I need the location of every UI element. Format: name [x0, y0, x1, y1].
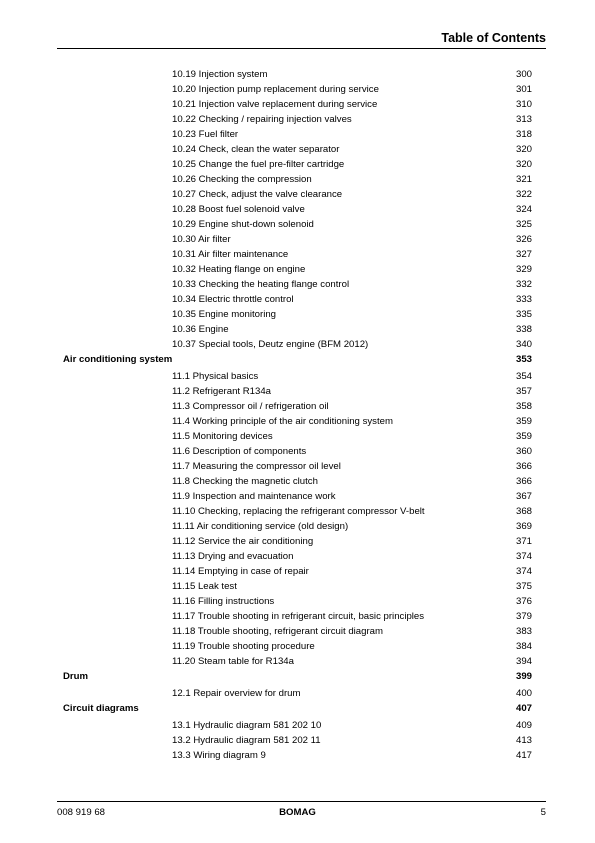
toc-page-number: 300	[515, 69, 532, 80]
toc-entry-title: 10.36 Engine	[172, 324, 229, 335]
toc-entry[interactable]	[0, 414, 595, 429]
toc-entry[interactable]	[0, 217, 595, 232]
toc-page-number: 357	[515, 386, 532, 397]
toc-entry-title: 11.3 Compressor oil / refrigeration oil	[172, 401, 329, 412]
toc-page-number: 324	[515, 204, 532, 215]
toc-entry-title: 13.1 Hydraulic diagram 581 202 10	[172, 720, 322, 731]
toc-entry-title: 11.2 Refrigerant R134a	[172, 386, 272, 397]
toc-entry-title: 10.28 Boost fuel solenoid valve	[172, 204, 305, 215]
toc-page-number: 335	[515, 309, 532, 320]
toc-page-number: 327	[515, 249, 532, 260]
toc-page-number: 417	[515, 750, 532, 761]
toc-entry[interactable]	[0, 337, 595, 352]
toc-entry[interactable]	[0, 639, 595, 654]
toc-entry[interactable]	[0, 112, 595, 127]
toc-entry-title: 11.9 Inspection and maintenance work	[172, 491, 336, 502]
toc-chapter-entry[interactable]	[0, 701, 595, 718]
toc-entry-title: 11.7 Measuring the compressor oil level	[172, 461, 341, 472]
toc-entry-title: 10.25 Change the fuel pre-filter cartridge	[172, 159, 345, 170]
toc-entry-title: 11.20 Steam table for R134a	[172, 656, 294, 667]
toc-entry-title: 11.19 Trouble shooting procedure	[172, 641, 315, 652]
toc-page-number: 358	[515, 401, 532, 412]
toc-page-number: 321	[515, 174, 532, 185]
toc-entry[interactable]	[0, 718, 595, 733]
toc-chapter-entry[interactable]	[0, 669, 595, 686]
toc-entry[interactable]	[0, 322, 595, 337]
toc-entry[interactable]	[0, 142, 595, 157]
toc-entry-title: 10.30 Air filter	[172, 234, 231, 245]
toc-entry-title: 10.22 Checking / repairing injection valves	[172, 114, 352, 125]
page-title: Table of Contents	[441, 31, 546, 45]
toc-page-number: 322	[515, 189, 532, 200]
toc-page-number: 326	[515, 234, 532, 245]
document-number: 008 919 68	[57, 807, 106, 818]
toc-entry-title: 10.24 Check, clean the water separator	[172, 144, 340, 155]
toc-page-number: 375	[515, 581, 532, 592]
toc-page-number: 313	[515, 114, 532, 125]
toc-entry[interactable]	[0, 127, 595, 142]
toc-page-number: 301	[515, 84, 532, 95]
toc-chapter-entry[interactable]	[0, 352, 595, 369]
toc-page-number: 338	[515, 324, 532, 335]
toc-entry-title: 10.34 Electric throttle control	[172, 294, 294, 305]
toc-page-number: 329	[515, 264, 532, 275]
toc-entry-title: 11.5 Monitoring devices	[172, 431, 273, 442]
toc-entry[interactable]	[0, 748, 595, 763]
toc-entry-title: 11.17 Trouble shooting in refrigerant circuit, basic principles	[172, 611, 425, 622]
toc-entry-title: 11.4 Working principle of the air conditioning system	[172, 416, 393, 427]
toc-entry[interactable]	[0, 262, 595, 277]
toc-entry[interactable]	[0, 384, 595, 399]
toc-entry[interactable]	[0, 202, 595, 217]
toc-page-number: 360	[515, 446, 532, 457]
toc-page-number: 325	[515, 219, 532, 230]
toc-entry-title: 11.14 Emptying in case of repair	[172, 566, 309, 577]
toc-entry-title: 11.8 Checking the magnetic clutch	[172, 476, 318, 487]
toc-entry-title: 10.31 Air filter maintenance	[172, 249, 289, 260]
toc-entry[interactable]	[0, 429, 595, 444]
toc-entry-title: 11.13 Drying and evacuation	[172, 551, 294, 562]
toc-page-number: 310	[515, 99, 532, 110]
toc-entry-title: 10.32 Heating flange on engine	[172, 264, 306, 275]
toc-entry[interactable]	[0, 686, 595, 701]
toc-entry-title: 13.2 Hydraulic diagram 581 202 11	[172, 735, 321, 746]
toc-page-number: 366	[515, 476, 532, 487]
toc-chapter-title: Air conditioning system	[63, 354, 173, 365]
toc-entry[interactable]	[0, 594, 595, 609]
toc-entry-title: 10.27 Check, adjust the valve clearance	[172, 189, 343, 200]
toc-page-number: 359	[515, 416, 532, 427]
toc-page-number: 409	[515, 720, 532, 731]
toc-page-number: 384	[515, 641, 532, 652]
toc-entry-title: 12.1 Repair overview for drum	[172, 688, 301, 699]
toc-chapter-title: Drum	[63, 671, 89, 682]
toc-entry-title: 11.6 Description of components	[172, 446, 307, 457]
toc-page-number: 400	[515, 688, 532, 699]
toc-entry[interactable]	[0, 549, 595, 564]
toc-page-number: 379	[515, 611, 532, 622]
table-of-contents	[0, 67, 595, 763]
toc-entry[interactable]	[0, 474, 595, 489]
toc-entry[interactable]	[0, 459, 595, 474]
toc-page-number: 359	[515, 431, 532, 442]
toc-entry[interactable]	[0, 579, 595, 594]
toc-page-number: 320	[515, 144, 532, 155]
footer-rule	[57, 801, 546, 802]
toc-entry-title: 11.18 Trouble shooting, refrigerant circuit diagram	[172, 626, 383, 637]
toc-page-number: 369	[515, 521, 532, 532]
toc-entry[interactable]	[0, 172, 595, 187]
toc-entry-title: 11.15 Leak test	[172, 581, 237, 592]
toc-entry[interactable]	[0, 534, 595, 549]
toc-page-number: 399	[515, 671, 532, 682]
toc-entry[interactable]	[0, 247, 595, 262]
toc-entry[interactable]	[0, 444, 595, 459]
toc-entry[interactable]	[0, 97, 595, 112]
toc-entry[interactable]	[0, 82, 595, 97]
toc-entry-title: 13.3 Wiring diagram 9	[172, 750, 266, 761]
toc-entry-title: 10.19 Injection system	[172, 69, 268, 80]
toc-entry-title: 10.20 Injection pump replacement during service	[172, 84, 379, 95]
toc-entry[interactable]	[0, 489, 595, 504]
toc-entry[interactable]	[0, 187, 595, 202]
toc-entry[interactable]	[0, 519, 595, 534]
toc-entry[interactable]	[0, 564, 595, 579]
toc-page-number: 394	[515, 656, 532, 667]
toc-entry-title: 11.1 Physical basics	[172, 371, 259, 382]
toc-entry[interactable]	[0, 504, 595, 519]
toc-entry[interactable]	[0, 624, 595, 639]
toc-entry[interactable]	[0, 399, 595, 414]
toc-page-number: 318	[515, 129, 532, 140]
toc-page-number: 383	[515, 626, 532, 637]
toc-page-number: 340	[515, 339, 532, 350]
toc-entry[interactable]	[0, 654, 595, 669]
toc-page-number: 407	[515, 703, 532, 714]
toc-entry[interactable]	[0, 232, 595, 247]
toc-entry-title: 10.37 Special tools, Deutz engine (BFM 2012)	[172, 339, 369, 350]
brand-name: BOMAG	[279, 807, 316, 818]
toc-entry[interactable]	[0, 277, 595, 292]
toc-entry-title: 10.26 Checking the compression	[172, 174, 312, 185]
toc-entry[interactable]	[0, 307, 595, 322]
toc-entry[interactable]	[0, 67, 595, 82]
toc-page-number: 413	[515, 735, 532, 746]
toc-entry-title: 10.29 Engine shut-down solenoid	[172, 219, 314, 230]
toc-page-number: 333	[515, 294, 532, 305]
toc-entry[interactable]	[0, 292, 595, 307]
toc-entry-title: 10.35 Engine monitoring	[172, 309, 277, 320]
toc-chapter-title: Circuit diagrams	[63, 703, 139, 714]
toc-page-number: 332	[515, 279, 532, 290]
toc-page-number: 367	[515, 491, 532, 502]
toc-entry[interactable]	[0, 609, 595, 624]
toc-page-number: 376	[515, 596, 532, 607]
toc-entry-title: 10.21 Injection valve replacement during service	[172, 99, 378, 110]
toc-entry-title: 10.23 Fuel filter	[172, 129, 239, 140]
toc-page-number: 353	[515, 354, 532, 365]
toc-page-number: 354	[515, 371, 532, 382]
toc-entry-title: 11.10 Checking, replacing the refrigerant compressor V-belt	[172, 506, 425, 517]
toc-entry-title: 11.12 Service the air conditioning	[172, 536, 314, 547]
toc-entry[interactable]	[0, 733, 595, 748]
toc-entry[interactable]	[0, 369, 595, 384]
toc-entry-title: 10.33 Checking the heating flange control	[172, 279, 350, 290]
toc-entry-title: 11.16 Filling instructions	[172, 596, 275, 607]
toc-page-number: 366	[515, 461, 532, 472]
toc-page-number: 374	[515, 551, 532, 562]
toc-page-number: 374	[515, 566, 532, 577]
toc-page-number: 320	[515, 159, 532, 170]
page-number: 5	[540, 807, 546, 818]
toc-entry[interactable]	[0, 157, 595, 172]
header-rule	[57, 48, 546, 49]
toc-entry-title: 11.11 Air conditioning service (old design)	[172, 521, 349, 532]
toc-page-number: 371	[515, 536, 532, 547]
toc-page-number: 368	[515, 506, 532, 517]
